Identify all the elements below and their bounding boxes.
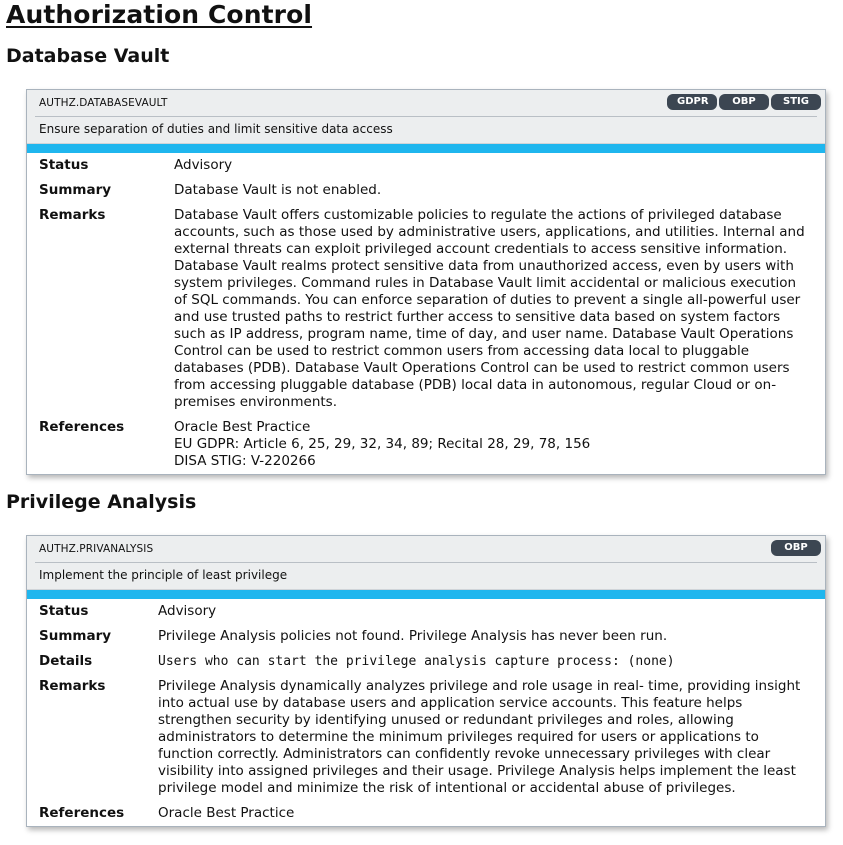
section-heading-database-vault: Database Vault	[6, 45, 170, 67]
reference-item: Oracle Best Practice	[174, 419, 311, 435]
finding-card-database-vault	[26, 89, 826, 475]
remarks-label: Remarks	[39, 207, 106, 223]
status-row	[39, 603, 813, 620]
badge-gdpr: GDPR	[667, 94, 717, 110]
summary-value: Database Vault is not enabled.	[174, 182, 382, 198]
status-row	[39, 157, 813, 174]
status-value: Advisory	[174, 157, 233, 173]
finding-id: AUTHZ.PRIVANALYSIS	[39, 543, 154, 555]
accent-bar	[27, 144, 825, 153]
references-label: References	[39, 805, 125, 821]
section-heading-privilege-analysis: Privilege Analysis	[6, 491, 197, 513]
references-row	[39, 805, 813, 822]
reference-item: EU GDPR: Article 6, 25, 29, 32, 34, 89; Recital 28, 29, 78, 156	[174, 436, 591, 452]
reference-item: DISA STIG: V-220266	[174, 453, 316, 469]
finding-description: Implement the principle of least privilege	[39, 568, 288, 582]
badge-stig: STIG	[771, 94, 821, 110]
references-row	[39, 419, 813, 470]
badge-obp: OBP	[719, 94, 769, 110]
finding-description: Ensure separation of duties and limit sensitive data access	[39, 122, 393, 136]
summary-value: Privilege Analysis policies not found. Privilege Analysis has never been run.	[158, 628, 668, 644]
badge-group	[667, 94, 821, 110]
remarks-row	[39, 207, 813, 411]
summary-row	[39, 182, 813, 199]
status-value: Advisory	[158, 603, 217, 619]
finding-details	[27, 599, 825, 826]
card-header	[27, 536, 825, 590]
finding-card-privilege-analysis	[26, 535, 826, 827]
page-title: Authorization Control	[6, 0, 313, 29]
reference-item: Oracle Best Practice	[158, 805, 295, 821]
details-value: Users who can start the privilege analysis capture process: (none)	[158, 654, 675, 669]
accent-bar	[27, 590, 825, 599]
finding-details	[27, 153, 825, 474]
references-label: References	[39, 419, 125, 435]
references-value	[174, 419, 813, 470]
summary-label: Summary	[39, 628, 112, 644]
remarks-value: Database Vault offers customizable policies to regulate the actions of privileged database accounts, such as those used by administrative users, applications, and utilities. Internal and external threats can exploit privileged account credentials to access sensitive information. Database Vault realms protect sensitive data from unauthorized access, even by users with system privileges. Command rules in Database Vault limit accidental or malicious execution of SQL commands. You can enforce separation of duties to prevent a single all-powerful user and use trusted paths to restrict further access to sensitive data based on system factors such as IP address, program name, time of day, and user name. Database Vault Operations Control can be used to restrict common users from accessing data local to pluggable databases (PDB). Database Vault Operations Control can be used to restrict common users from accessing pluggable database (PDB) local data in autonomous, regular Cloud or on-premises environments.	[174, 207, 805, 410]
card-header	[27, 90, 825, 144]
status-label: Status	[39, 603, 89, 619]
remarks-label: Remarks	[39, 678, 106, 694]
references-value	[158, 805, 813, 822]
badge-group	[771, 540, 821, 556]
badge-obp: OBP	[771, 540, 821, 556]
summary-row	[39, 628, 813, 645]
status-label: Status	[39, 157, 89, 173]
finding-id: AUTHZ.DATABASEVAULT	[39, 97, 168, 109]
remarks-value: Privilege Analysis dynamically analyzes privilege and role usage in real- time, providing insight into actual use by database users and application service accounts. This feature helps strengthen security by identifying unused or redundant privileges and roles, allowing administrators to determine the minimum privileges required for users or applications to function correctly. Administrators can confidently revoke unnecessary privileges with clear visibility into assigned privileges and their usage. Privilege Analysis helps implement the least privilege model and minimize the risk of intentional or accidental abuse of privileges.	[158, 678, 801, 796]
details-row	[39, 653, 813, 670]
summary-label: Summary	[39, 182, 112, 198]
details-label: Details	[39, 653, 93, 669]
remarks-row	[39, 678, 813, 797]
